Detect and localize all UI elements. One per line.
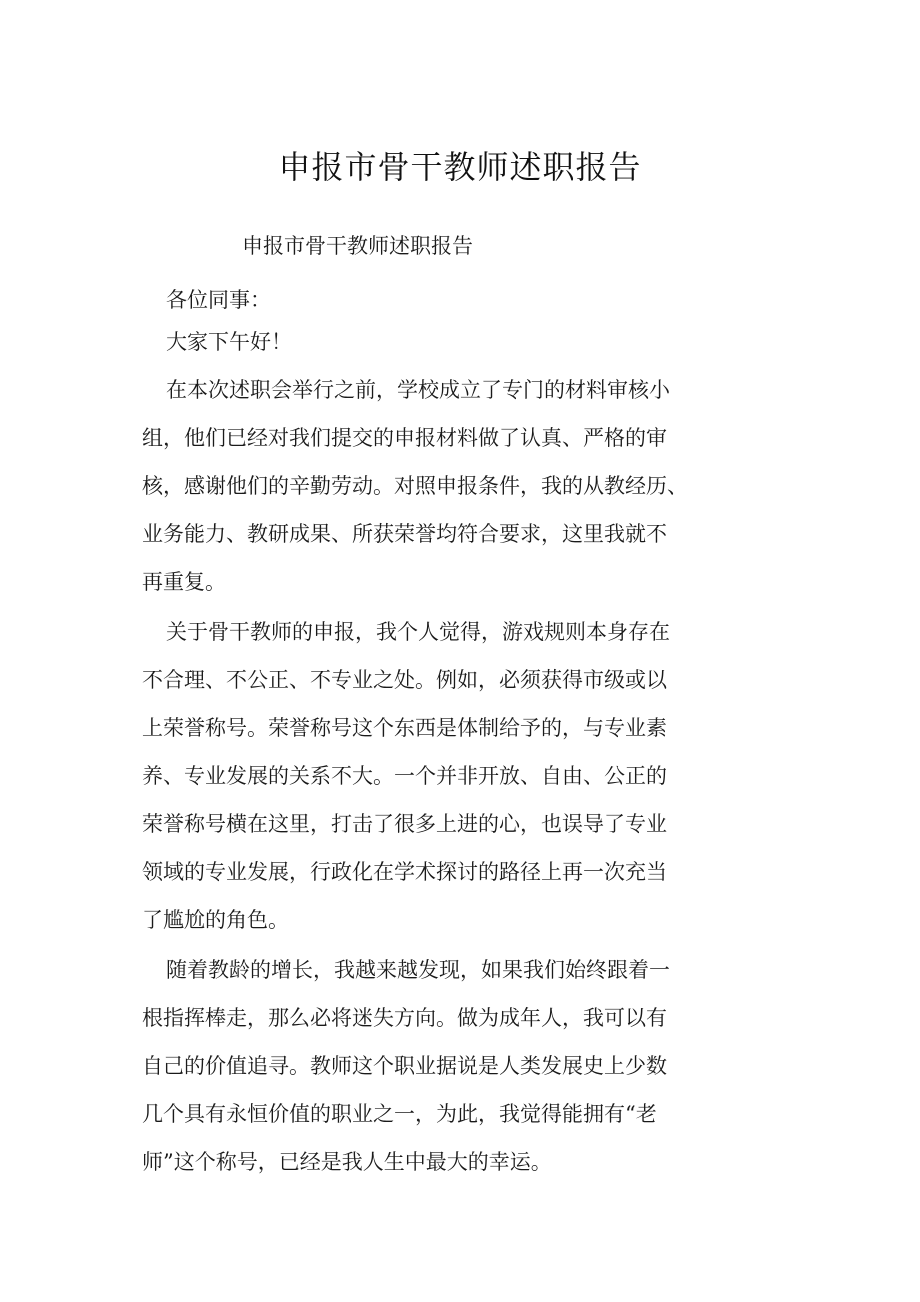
paragraph-line: 自己的价值追寻。教师这个职业据说是人类发展史上少数: [142, 1054, 667, 1078]
paragraph-line: 上荣誉称号。荣誉称号这个东西是体制给予的，与专业素: [142, 716, 667, 740]
paragraph-line: 师”这个称号，已经是我人生中最大的幸运。: [142, 1150, 552, 1174]
paragraph-line: 养、专业发展的关系不大。一个并非开放、自由、公正的: [142, 764, 667, 788]
paragraph-line: 业务能力、教研成果、所获荣誉均符合要求，这里我就不: [142, 522, 667, 546]
paragraph-line: 随着教龄的增长，我越来越发现，如果我们始终跟着一: [166, 958, 670, 982]
paragraph-line: 再重复。: [142, 570, 226, 594]
paragraph-line: 根指挥棒走，那么必将迷失方向。做为成年人，我可以有: [142, 1006, 667, 1030]
document-subtitle: 申报市骨干教师述职报告: [242, 234, 473, 258]
paragraph-line: 组，他们已经对我们提交的申报材料做了认真、严格的审: [142, 426, 667, 450]
paragraph-line: 了尴尬的角色。: [142, 908, 289, 932]
paragraph-line: 核，感谢他们的辛勤劳动。对照申报条件，我的从教经历、: [142, 474, 688, 498]
paragraph-line: 关于骨干教师的申报，我个人觉得，游戏规则本身存在: [166, 620, 670, 644]
document-title: 申报市骨干教师述职报告: [278, 148, 642, 186]
greeting: 大家下午好！: [166, 330, 292, 354]
paragraph-line: 领域的专业发展，行政化在学术探讨的路径上再一次充当: [142, 860, 667, 884]
paragraph-line: 荣誉称号横在这里，打击了很多上进的心，也误导了专业: [142, 812, 667, 836]
salutation: 各位同事：: [166, 288, 271, 312]
paragraph-line: 不合理、不公正、不专业之处。例如，必须获得市级或以: [142, 668, 667, 692]
paragraph-line: 在本次述职会举行之前，学校成立了专门的材料审核小: [166, 378, 670, 402]
paragraph-line: 几个具有永恒价值的职业之一，为此，我觉得能拥有“老: [142, 1102, 657, 1126]
